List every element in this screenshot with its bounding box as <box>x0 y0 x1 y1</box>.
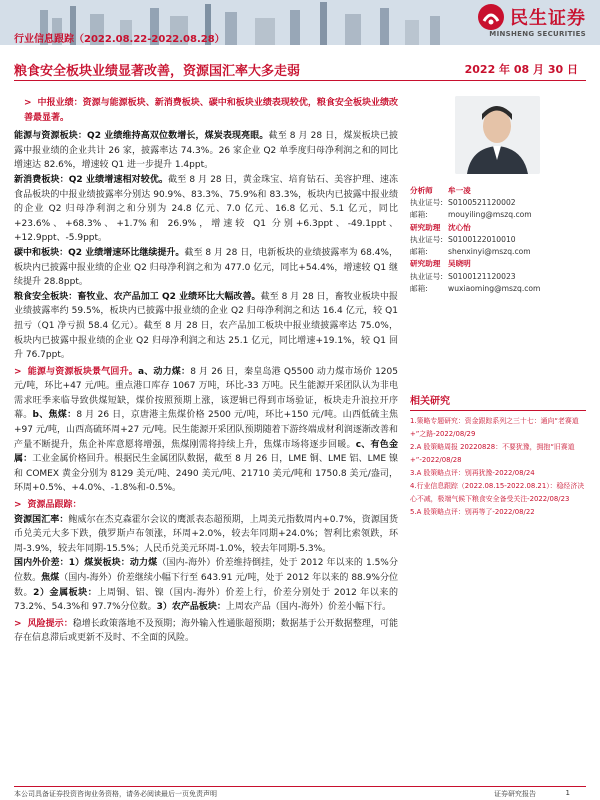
footer-disclaimer: 本公司具备证券投资咨询业务资格，请务必阅读最后一页免责声明 <box>14 790 217 798</box>
paragraph-spread: 国内外价差：1）煤炭板块：动力煤（国内-海外）价差维持倒挂，处于 2012 年以来的 1.5%分位数。焦煤（国内-海外）价差继续小幅下行至 643.91 元/吨，处于 2012 年以来的 88.9%分位数。2）金属板块：上周铜、铝、镍（国内-海外）价差上行，价差分别处于 2012 年以来的 73.2%、54.3%和 97.7%分位数。3）农产品板块：上周农产品（国内-海外）价差小幅下行。 <box>14 558 398 613</box>
related-research-title: 相关研究 <box>410 392 586 411</box>
analyst-role-row: 研究助理 吴晓明 <box>410 259 471 269</box>
lead-summary: > 中报业绩：资源与能源板块、新消费板块、碳中和板块业绩表现较优，粮食安全板块业绩改善最显著。 <box>24 98 398 123</box>
related-item[interactable]: 5.A 股策略点评：别再等了-2022/08/22 <box>410 508 535 516</box>
arrow-icon: > <box>24 98 32 108</box>
report-title: 粮食安全板块业绩显著改善，资源国汇率大多走弱 <box>14 64 301 79</box>
analyst-email[interactable]: shenxinyi@mszq.com <box>448 247 531 257</box>
logo-text-cn: 民生证券 <box>510 8 586 29</box>
related-research <box>410 392 586 519</box>
person-portrait-icon <box>455 96 540 174</box>
related-item[interactable]: 4.行业信息跟踪（2022.08.15-2022.08.21）：稳经济决心不减，极端气候下粮食安全备受关注-2022/08/23 <box>410 482 585 503</box>
arrow-icon: > <box>14 618 22 629</box>
footer-report-type: 证券研究报告 <box>494 790 536 798</box>
analyst-info: 分析师 牟一凌 执业证号: S0100521120002 邮箱: mouyiling@mszq.com 研究助理 沈心怡 执业证号: S0100122010010 邮箱: shenxinyi@mszq.com 研究助理 吴晓明 执业证号: S0100121120023 邮箱: wuxiaoming@mszq.com <box>410 184 586 295</box>
related-item[interactable]: 1.策略专题研究：资金跟踪系列之三十七：通向“老赛道+”之路-2022/08/29 <box>410 417 579 438</box>
report-tag: 行业信息跟踪（2022.08.22-2022.08.28） <box>14 34 225 45</box>
risk-warning: > 风险提示：稳增长政策落地不及预期；海外输入性通胀超预期；数据基于公开数据整理，可能存在信息滞后或更新不及时、不全面的风险。 <box>14 618 398 644</box>
analyst-role-row: 研究助理 沈心怡 <box>410 222 471 232</box>
section-tracking-title: > 资源品跟踪： <box>14 500 82 511</box>
page-number: 1 <box>565 789 570 797</box>
related-item[interactable]: 3.A 股策略点评：别再犹豫-2022/08/24 <box>410 469 535 477</box>
paragraph-consumption: 新消费板块：Q2 业绩增速相对较优。截至 8 月 28 日，黄金珠宝、培育钻石、美容护理、速冻食品板块的中报业绩披露率分别达 90.9%、83.3%、75.9%和 83.3%，板块内已披露中报业绩的企业 Q2 归母净利润之和分别为 24.8 亿元、7.0 亿元、16.8 亿元、5.1 亿元，同比+23.6%、+68.3%、+1.7%和 26.9%，增速较 Q1 分别+6.3ppt、-49.1ppt、+12.9ppt、-5.9ppt。 <box>14 174 398 244</box>
analyst-email[interactable]: wuxiaoming@mszq.com <box>448 284 541 294</box>
logo-text-en: MINSHENG SECURITIES <box>489 30 586 38</box>
minsheng-logo-icon <box>476 2 506 32</box>
analyst-role-row: 分析师 牟一凌 <box>410 185 471 195</box>
paragraph-fx: 资源国汇率：鲍威尔在杰克森霍尔会议的鹰派表态超预期，上周美元指数周内+0.7%，资源国货币兑美元大多下跌，俄罗斯卢布领涨，环周+2.0%，较去年同期+24.0%；智利比索领跌，环周-3.9%，较去年同期-15.5%；人民币兑美元环周-1.0%，较去年同期-5.3%。 <box>14 514 398 554</box>
logo <box>476 2 586 38</box>
related-item[interactable]: 2.A 股策略周报 20220828：不要犹豫，拥抱“旧赛道+”-2022/08/28 <box>410 443 575 464</box>
header-banner <box>0 0 600 45</box>
analyst-photo <box>455 96 540 174</box>
footer-divider <box>14 786 586 787</box>
arrow-icon: > <box>14 366 22 377</box>
main-content <box>14 96 398 646</box>
related-research-list <box>410 415 586 519</box>
paragraph-carbon: 碳中和板块：Q2 业绩增速环比继续提升。截至 8 月 28 日，电新板块的业绩披露率为 68.4%，板块内已披露中报业绩的企业 Q2 归母净利润之和为 477.0 亿元，同比+54.4%，增速较 Q1 继续提升 28.8ppt。 <box>14 247 398 288</box>
section-resources: > 能源与资源板块景气回升。a、动力煤：8 月 26 日，秦皇岛港 Q5500 动力煤市场价 1205 元/吨，环比+47 元/吨。重点港口库存 1067 万吨，环比-33 万吨。民生能源开采团队认为非电需求旺季来临导致供煤短缺，煤价按照预期上涨，该逻辑已得到市场验证，板块走升浪拉开序幕。b、焦煤：8 月 26 日，京唐港主焦煤价格 2500 元/吨，环比+150 元/吨。山西低硫主焦+97 元/吨，山西高硫环周+27 元/吨。民生能源开采团队预期随着下游终端成材利润逐渐改善和产量不断提升，焦企补库意愿将增强，焦煤刚需将持续上升，焦煤市场将逐步回暖。c、有色金属：工业金属价格回升。根据民生金属团队数据，截至 8 月 26 日，LME 铜、LME 铝、LME 镍和 COMEX 黄金分别为 8129 美元/吨、2490 美元/吨、21710 美元/吨和 1750.8 美元/盎司，环周+0.5%、+4.0%、-1.8%和-0.5%。 <box>14 366 398 494</box>
header-divider <box>14 80 586 81</box>
paragraph-energy: 能源与资源板块：Q2 业绩维持高双位数增长，煤炭表现亮眼。截至 8 月 28 日，煤炭板块已披露中报业绩的企业共计 26 家，披露率达 74.3%。26 家企业 Q2 单季度归母净利润之和的同比增速达 82.6%，增速较 Q1 进一步提升 1.4ppt。 <box>14 131 398 171</box>
report-date: 2022 年 08 月 30 日 <box>464 63 578 76</box>
analyst-email[interactable]: mouyiling@mszq.com <box>448 210 532 220</box>
paragraph-food: 粮食安全板块：畜牧业、农产品加工 Q2 业绩环比大幅改善。截至 8 月 28 日，畜牧业板块中报业绩披露率约 59.5%，板块内已披露中报业绩的企业 Q2 归母净利润之和达 16.4 亿元，较 Q1 扭亏（Q1 净亏损 58.4 亿元）。截至 8 月 28 日，农产品加工板块中报业绩披露率达 75.0%，板块内已披露中报业绩的企业 Q2 归母净利润之和达 25.1 亿元，同比增速+19.1%，较 Q1 回升 76.7ppt。 <box>14 291 398 361</box>
arrow-icon: > <box>14 500 22 511</box>
